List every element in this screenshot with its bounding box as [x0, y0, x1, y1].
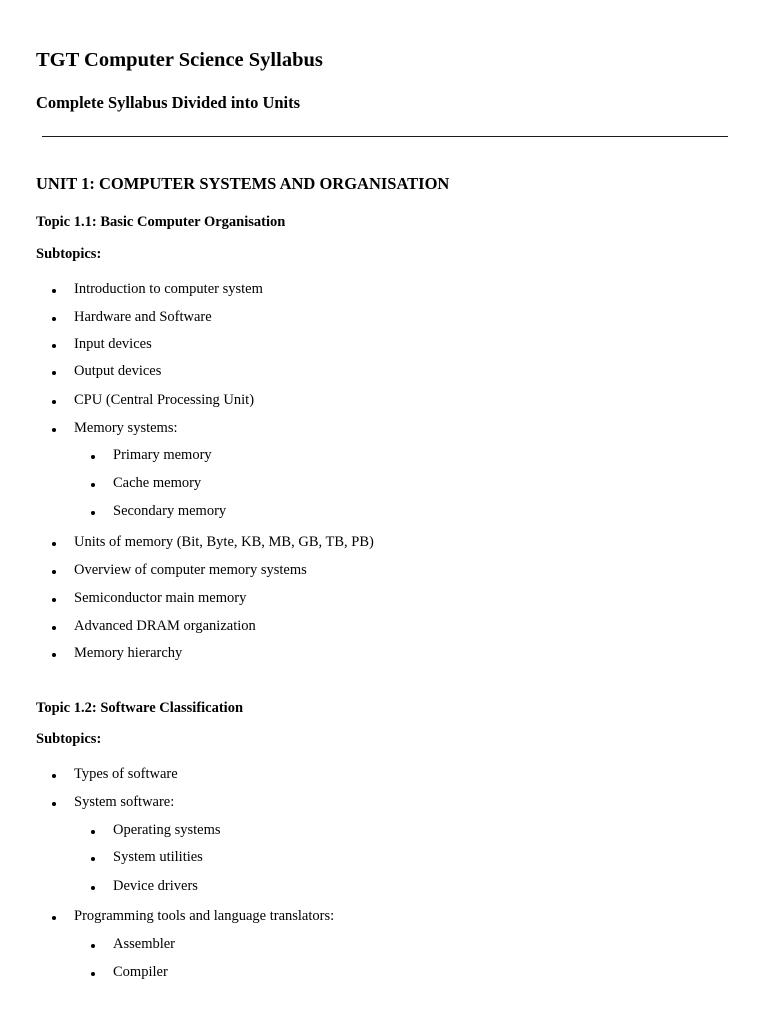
nested-list-item: Operating systems	[113, 822, 221, 838]
nested-list-item: System utilities	[113, 849, 203, 865]
bullet-icon	[52, 598, 56, 602]
list-item: Advanced DRAM organization	[74, 618, 256, 634]
bullet-icon	[91, 455, 95, 459]
nested-list-item: Assembler	[113, 936, 176, 952]
nested-list-item: Cache memory	[113, 475, 202, 491]
unit-1-heading: UNIT 1: COMPUTER SYSTEMS AND ORGANISATION	[36, 174, 450, 193]
list-item: Units of memory (Bit, Byte, KB, MB, GB, TB, PB)	[74, 534, 374, 550]
bullet-icon	[91, 857, 95, 861]
bullet-icon	[52, 626, 56, 630]
horizontal-divider	[42, 136, 728, 137]
bullet-icon	[91, 511, 95, 515]
document-subtitle: Complete Syllabus Divided into Units	[36, 93, 301, 112]
list-item: Hardware and Software	[74, 309, 212, 325]
list-item: System software:	[74, 794, 175, 810]
bullet-icon	[52, 802, 56, 806]
list-item: Output devices	[74, 363, 162, 379]
topic-1-2-heading: Topic 1.2: Software Classification	[36, 700, 244, 716]
nested-list-item: Secondary memory	[113, 503, 227, 519]
bullet-icon	[52, 428, 56, 432]
list-item: Overview of computer memory systems	[74, 562, 307, 578]
topic-1-1-subtopics-label: Subtopics:	[36, 246, 102, 262]
nested-list-item: Compiler	[113, 964, 168, 980]
list-item: Types of software	[74, 766, 178, 782]
nested-list-item: Device drivers	[113, 878, 198, 894]
topic-1-1-heading: Topic 1.1: Basic Computer Organisation	[36, 214, 286, 230]
bullet-icon	[91, 944, 95, 948]
bullet-icon	[52, 774, 56, 778]
list-item: Programming tools and language translators:	[74, 908, 335, 924]
bullet-icon	[52, 653, 56, 657]
bullet-icon	[52, 317, 56, 321]
topic-1-2-subtopics-label: Subtopics:	[36, 731, 102, 747]
list-item: Semiconductor main memory	[74, 590, 247, 606]
list-item: Input devices	[74, 336, 152, 352]
bullet-icon	[52, 344, 56, 348]
nested-list-item: Primary memory	[113, 447, 212, 463]
list-item: CPU (Central Processing Unit)	[74, 392, 255, 408]
bullet-icon	[91, 830, 95, 834]
list-item: Memory systems:	[74, 420, 178, 436]
bullet-icon	[52, 916, 56, 920]
bullet-icon	[52, 400, 56, 404]
bullet-icon	[52, 570, 56, 574]
bullet-icon	[91, 972, 95, 976]
bullet-icon	[52, 542, 56, 546]
list-item: Introduction to computer system	[74, 281, 263, 297]
bullet-icon	[52, 289, 56, 293]
bullet-icon	[91, 886, 95, 890]
bullet-icon	[52, 371, 56, 375]
document-title: TGT Computer Science Syllabus	[36, 49, 323, 71]
list-item: Memory hierarchy	[74, 645, 183, 661]
bullet-icon	[91, 483, 95, 487]
